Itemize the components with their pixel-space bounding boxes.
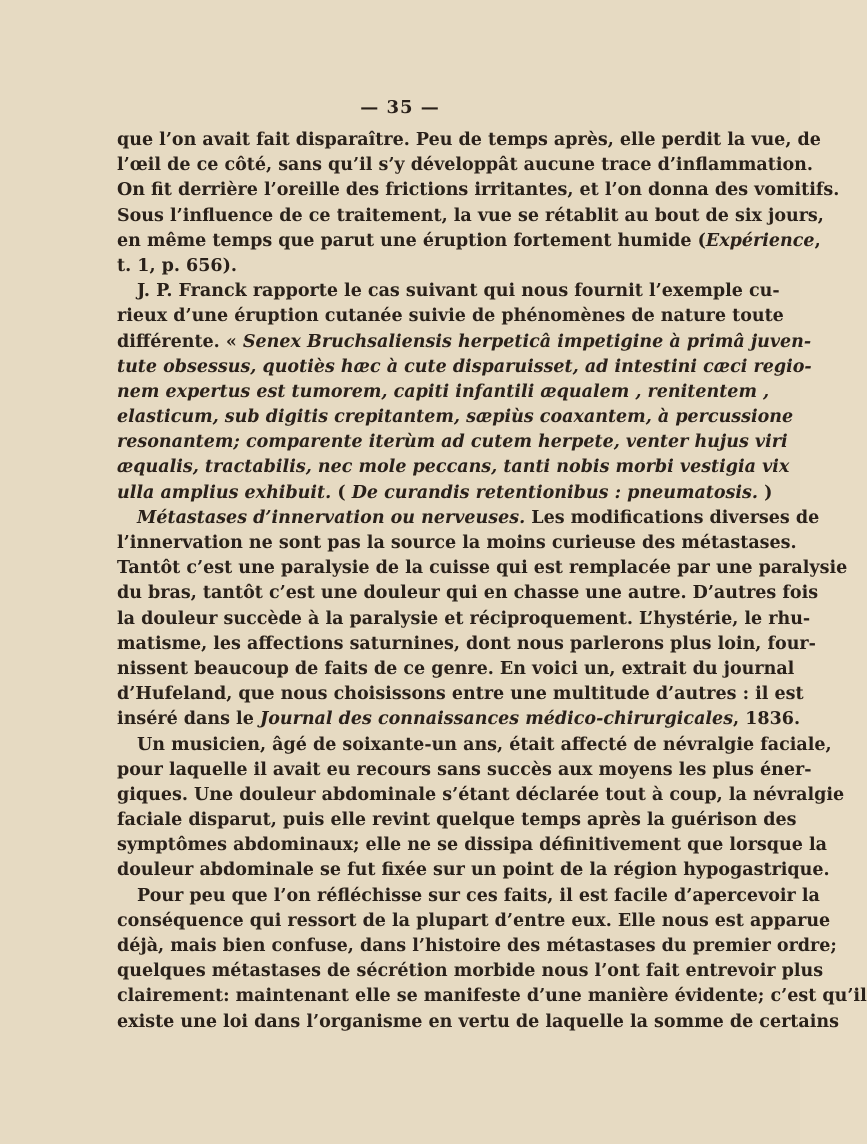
text-run: existe une loi dans l’organisme en vertu de laquelle la somme de certains	[117, 1011, 839, 1032]
text-run: Un musicien, âgé de soixante-un ans, était affecté de névralgie faciale,	[137, 734, 832, 755]
text-run: l’innervation ne sont pas la source la moins curieuse des métastases.	[117, 533, 797, 553]
text-line	[117, 1010, 839, 1035]
text-run: que l’on avait fait disparaître. Peu de temps après, elle perdit la vue, de	[117, 130, 821, 150]
text-run: t. 1, p. 656).	[117, 255, 237, 276]
text-line	[117, 657, 795, 682]
text-line	[117, 733, 832, 758]
italic-text: nem expertus est tumorem, capiti infantili æqualem , renitentem ,	[117, 381, 770, 402]
text-line	[117, 909, 831, 934]
text-run: différente. «	[117, 331, 243, 352]
text-line	[117, 380, 770, 405]
text-line	[117, 481, 773, 506]
italic-text: elasticum, sub digitis crepitantem, sæpiùs coaxantem, à percussione	[117, 407, 794, 428]
italic-text: Journal des connaissances médico-chirurgicales	[259, 709, 734, 730]
text-line	[117, 304, 784, 329]
italic-text: Expérience	[705, 230, 815, 251]
text-line	[117, 405, 794, 430]
text-line	[117, 858, 830, 883]
text-line	[117, 455, 790, 480]
italic-text: De curandis retentionibus : pneumatosis.	[351, 482, 758, 503]
text-run: On fit derrière l’oreille des frictions irritantes, et l’on donna des vomitifs.	[117, 180, 840, 201]
text-run: ,	[814, 230, 821, 251]
text-run: symptômes abdominaux; elle ne se dissipa définitivement que lorsque la	[117, 835, 827, 856]
text-run: )	[758, 482, 773, 503]
text-line	[117, 707, 801, 732]
text-run: douleur abdominale se fut fixée sur un point de la région hypogastrique.	[117, 860, 830, 881]
text-line	[117, 430, 788, 455]
text-line	[117, 984, 867, 1009]
body-text	[117, 128, 867, 1035]
text-run: quelques métastases de sécrétion morbide nous l’ont fait entrevoir plus	[117, 961, 824, 982]
text-line	[117, 959, 824, 984]
text-line	[117, 758, 812, 783]
text-run: nissent beaucoup de faits de ce genre. En voici un, extrait du journal	[117, 658, 795, 679]
text-run: J. P. Franck rapporte le cas suivant qui nous fournit l’exemple cu-	[137, 281, 780, 302]
text-run: rieux d’une éruption cutanée suivie de phénomènes de nature toute	[117, 306, 784, 327]
text-run: clairement: maintenant elle se manifeste d’une manière évidente; c’est qu’il	[117, 986, 867, 1007]
text-line	[117, 833, 827, 858]
text-run: inséré dans le	[117, 709, 260, 730]
text-line	[117, 229, 821, 254]
text-line	[117, 682, 804, 707]
italic-text: ulla amplius exhibuit.	[117, 482, 332, 503]
text-line	[117, 204, 824, 229]
text-line	[117, 556, 848, 581]
text-run: d’Hufeland, que nous choisissons entre une multitude d’autres : il est	[117, 684, 804, 705]
text-line	[117, 884, 820, 909]
text-run: giques. Une douleur abdominale s’étant déclarée tout à coup, la névralgie	[117, 784, 845, 805]
text-line	[117, 128, 821, 153]
italic-text: Métastases d’innervation ou nerveuses.	[137, 507, 526, 528]
text-run: pour laquelle il avait eu recours sans succès aux moyens les plus éner-	[117, 759, 812, 780]
italic-text: æqualis, tractabilis, nec mole peccans, tanti nobis morbi vestigia vix	[117, 457, 790, 478]
text-line	[117, 581, 819, 606]
text-line	[117, 808, 797, 833]
text-run: du bras, tantôt c’est une douleur qui en chasse une autre. D’autres fois	[117, 583, 819, 604]
text-line	[117, 355, 812, 380]
text-run: Les modifications diverses de	[525, 507, 820, 528]
page-number: — 35 —	[360, 97, 440, 118]
text-line	[117, 153, 813, 178]
text-run: Tantôt c’est une paralysie de la cuisse qui est remplacée par une paralysie	[117, 558, 848, 579]
italic-text: Senex Bruchsaliensis herpeticâ impetigine à primâ juven-	[242, 331, 812, 352]
text-run: (	[331, 482, 352, 503]
text-line	[117, 330, 812, 355]
text-run: Sous l’influence de ce traitement, la vue se rétablit au bout de six jours,	[117, 205, 824, 226]
text-line	[117, 934, 837, 959]
text-run: la douleur succède à la paralysie et réciproquement. L’hystérie, le rhu-	[117, 608, 811, 629]
text-run: matisme, les affections saturnines, dont nous parlerons plus loin, four-	[117, 633, 816, 654]
text-line	[117, 531, 797, 556]
text-line	[117, 254, 707, 279]
italic-text: resonantem; comparente iterùm ad cutem herpete, venter hujus viri	[117, 432, 788, 453]
text-line	[117, 607, 811, 632]
text-run: Pour peu que l’on réfléchisse sur ces faits, il est facile d’apercevoir la	[137, 885, 820, 906]
text-line	[117, 783, 845, 808]
text-run: faciale disparut, puis elle revint quelque temps après la guérison des	[117, 810, 797, 831]
text-run: déjà, mais bien confuse, dans l’histoire des métastases du premier ordre;	[117, 936, 837, 956]
text-line	[117, 632, 816, 657]
text-line	[117, 506, 820, 531]
text-line	[117, 178, 840, 203]
text-line	[117, 279, 780, 304]
text-run: en même temps que parut une éruption fortement humide (	[117, 230, 706, 251]
text-run: conséquence qui ressort de la plupart d’entre eux. Elle nous est apparue	[117, 910, 831, 931]
italic-text: tute obsessus, quotiès hæc à cute disparuisset, ad intestini cæci regio-	[117, 356, 812, 377]
text-run: , 1836.	[733, 709, 801, 730]
text-run: l’œil de ce côté, sans qu’il s’y développât aucune trace d’inflammation.	[117, 155, 813, 176]
